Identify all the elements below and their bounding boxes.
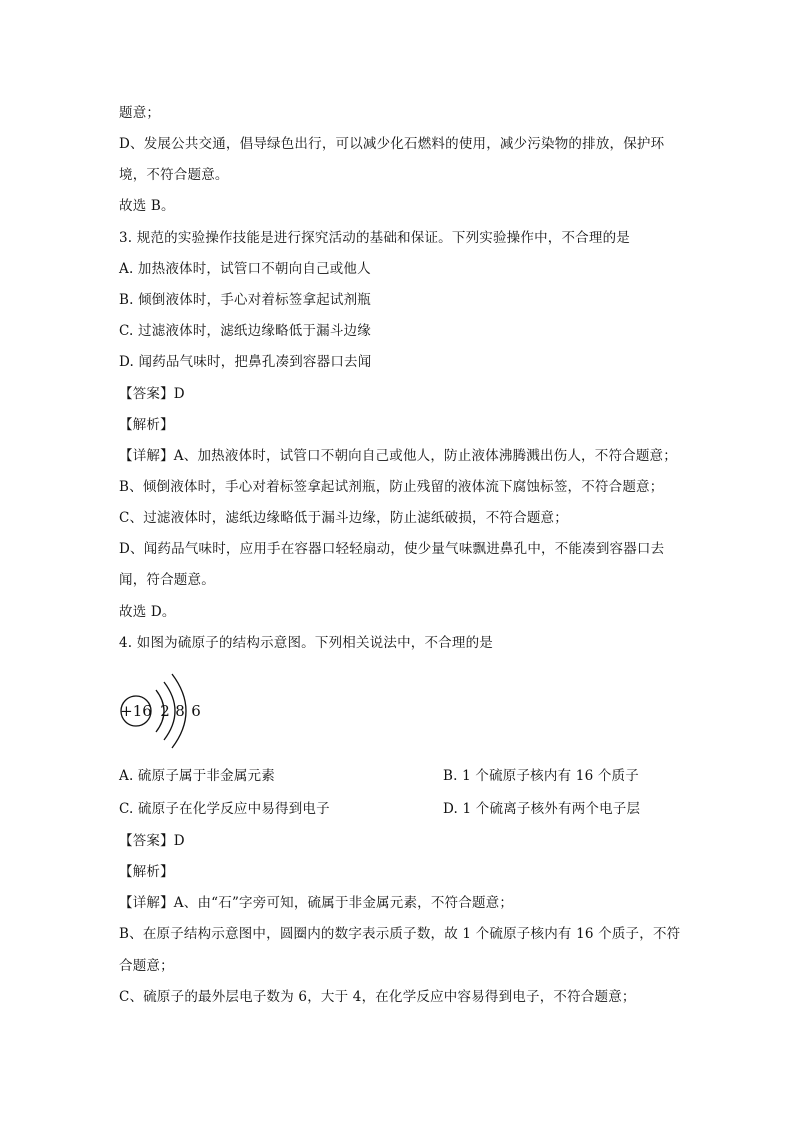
answer-label: 【答案】D — [119, 833, 185, 849]
sulfur-atom-structure-diagram — [118, 670, 218, 752]
question-4-option-a: A. 硫原子属于非金属元素 — [119, 768, 275, 784]
analysis-label: 【解析】 — [119, 864, 174, 880]
explanation-line: C、过滤液体时，滤纸边缘略低于漏斗边缘，防止滤纸破损，不符合题意； — [119, 510, 568, 526]
explanation-line: B、倾倒液体时，手心对着标签拿起试剂瓶，防止残留的液体流下腐蚀标签，不符合题意； — [119, 479, 664, 495]
shell-2-electrons: 8 — [175, 702, 185, 720]
explanation-line: 合题意； — [119, 958, 174, 974]
explanation-line: C、硫原子的最外层电子数为 6，大于 4，在化学反应中容易得到电子，不符合题意； — [119, 989, 636, 1005]
shell-3-electrons: 6 — [191, 702, 201, 720]
explanation-line: D、闻药品气味时，应用手在容器口轻轻扇动，使少量气味飘进鼻孔中，不能凑到容器口去 — [119, 541, 665, 557]
explanation-line: 【详解】A、加热液体时，试管口不朝向自己或他人，防止液体沸腾溅出伤人，不符合题意； — [119, 448, 677, 464]
question-4-option-d: D. 1 个硫离子核外有两个电子层 — [443, 801, 641, 817]
question-3-stem: 3. 规范的实验操作技能是进行探究活动的基础和保证。下列实验操作中，不合理的是 — [119, 230, 630, 246]
nucleus-label: +16 — [120, 702, 152, 720]
explanation-line: 【详解】A、由“石”字旁可知，硫属于非金属元素，不符合题意； — [119, 895, 514, 911]
question-3-option-a: A. 加热液体时，试管口不朝向自己或他人 — [119, 261, 371, 277]
text-line: 故选 D。 — [119, 604, 176, 620]
explanation-line: B、在原子结构示意图中，圆圈内的数字表示质子数，故 1 个硫原子核内有 16 个质子，不符 — [119, 926, 681, 942]
question-4-option-c: C. 硫原子在化学反应中易得到电子 — [119, 801, 330, 817]
question-3-option-d: D. 闻药品气味时，把鼻孔凑到容器口去闻 — [119, 354, 372, 370]
text-line: 境，不符合题意。 — [119, 167, 229, 183]
explanation-line: 闻，符合题意。 — [119, 572, 215, 588]
question-3-option-c: C. 过滤液体时，滤纸边缘略低于漏斗边缘 — [119, 323, 371, 339]
answer-label: 【答案】D — [119, 386, 185, 402]
question-3-option-b: B. 倾倒液体时，手心对着标签拿起试剂瓶 — [119, 292, 372, 308]
question-4-option-b: B. 1 个硫原子核内有 16 个质子 — [443, 768, 639, 784]
text-line: D、发展公共交通，倡导绿色出行，可以减少化石燃料的使用，减少污染物的排放，保护环 — [119, 136, 665, 152]
question-4-stem: 4. 如图为硫原子的结构示意图。下列相关说法中，不合理的是 — [119, 635, 493, 651]
text-line: 题意； — [119, 105, 161, 121]
analysis-label: 【解析】 — [119, 417, 174, 433]
shell-1-electrons: 2 — [160, 702, 170, 720]
text-line: 故选 B。 — [119, 198, 175, 214]
